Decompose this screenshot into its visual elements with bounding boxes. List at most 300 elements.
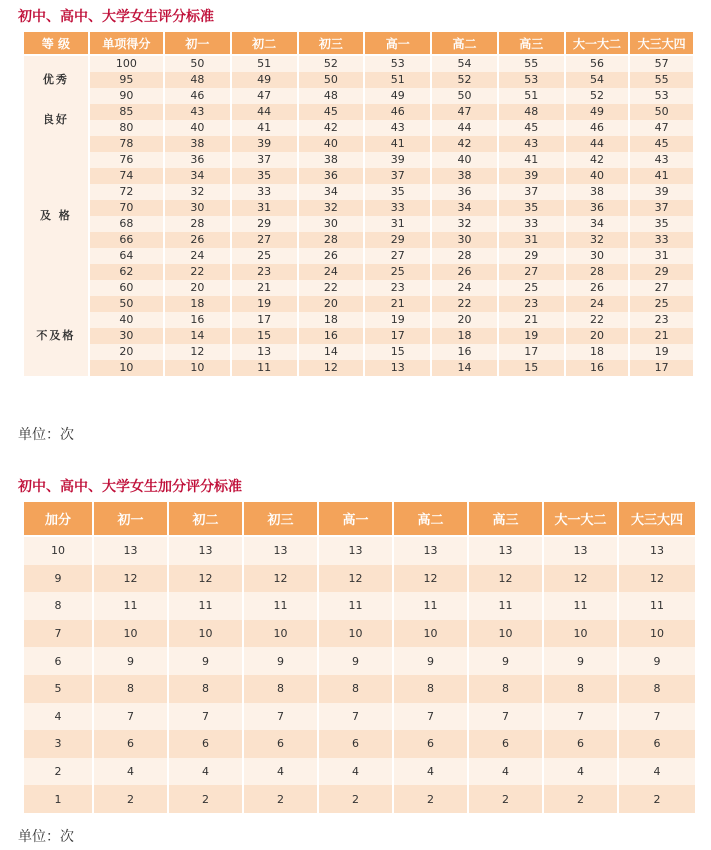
count-cell: 24 xyxy=(565,296,630,312)
table-row xyxy=(23,216,694,232)
count-cell: 40 xyxy=(565,168,630,184)
count-cell: 41 xyxy=(231,120,298,136)
count-cell: 49 xyxy=(565,104,630,120)
table-row xyxy=(23,280,694,296)
count-cell: 9 xyxy=(93,647,168,675)
count-cell: 4 xyxy=(543,758,618,786)
table-row xyxy=(23,328,694,344)
count-cell: 21 xyxy=(231,280,298,296)
count-cell: 39 xyxy=(629,184,694,200)
count-cell: 48 xyxy=(164,72,231,88)
count-cell: 23 xyxy=(231,264,298,280)
count-cell: 6 xyxy=(543,730,618,758)
count-cell: 32 xyxy=(431,216,498,232)
count-cell: 9 xyxy=(543,647,618,675)
count-cell: 30 xyxy=(431,232,498,248)
score-cell: 62 xyxy=(89,264,164,280)
count-cell: 33 xyxy=(498,216,565,232)
count-cell: 50 xyxy=(164,55,231,72)
count-cell: 20 xyxy=(565,328,630,344)
count-cell: 11 xyxy=(231,360,298,376)
count-cell: 34 xyxy=(164,168,231,184)
count-cell: 12 xyxy=(543,565,618,593)
count-cell: 22 xyxy=(431,296,498,312)
grade-label: 优秀 xyxy=(23,55,89,104)
count-cell: 17 xyxy=(364,328,431,344)
count-cell: 11 xyxy=(618,592,696,620)
count-cell: 8 xyxy=(93,675,168,703)
count-cell: 27 xyxy=(364,248,431,264)
count-cell: 10 xyxy=(543,620,618,648)
count-cell: 4 xyxy=(93,758,168,786)
count-cell: 19 xyxy=(231,296,298,312)
grade-label: 及 格 xyxy=(23,136,89,296)
count-cell: 10 xyxy=(93,620,168,648)
table-row xyxy=(23,312,694,328)
count-cell: 35 xyxy=(498,200,565,216)
count-cell: 56 xyxy=(565,55,630,72)
table-row xyxy=(23,675,696,703)
count-cell: 27 xyxy=(629,280,694,296)
count-cell: 6 xyxy=(393,730,468,758)
count-cell: 4 xyxy=(243,758,318,786)
bonus-table xyxy=(22,500,697,813)
count-cell: 37 xyxy=(364,168,431,184)
count-cell: 12 xyxy=(318,565,393,593)
count-cell: 11 xyxy=(168,592,243,620)
count-cell: 7 xyxy=(618,703,696,731)
count-cell: 31 xyxy=(231,200,298,216)
count-cell: 2 xyxy=(93,785,168,813)
header-gao3: 高三 xyxy=(468,501,543,536)
score-cell: 50 xyxy=(89,296,164,312)
count-cell: 34 xyxy=(565,216,630,232)
count-cell: 45 xyxy=(298,104,365,120)
header-grade: 等 级 xyxy=(23,31,89,55)
count-cell: 12 xyxy=(298,360,365,376)
score-cell: 85 xyxy=(89,104,164,120)
table-row xyxy=(23,152,694,168)
count-cell: 8 xyxy=(543,675,618,703)
header-gao2: 高二 xyxy=(431,31,498,55)
header-da34: 大三大四 xyxy=(618,501,696,536)
count-cell: 16 xyxy=(298,328,365,344)
count-cell: 38 xyxy=(298,152,365,168)
count-cell: 49 xyxy=(231,72,298,88)
count-cell: 4 xyxy=(618,758,696,786)
table-row xyxy=(23,72,694,88)
header-gao1: 高一 xyxy=(364,31,431,55)
table-row xyxy=(23,592,696,620)
count-cell: 47 xyxy=(431,104,498,120)
count-cell: 45 xyxy=(629,136,694,152)
bonus-cell: 10 xyxy=(23,536,93,565)
count-cell: 26 xyxy=(431,264,498,280)
count-cell: 53 xyxy=(364,55,431,72)
header-chu3: 初三 xyxy=(298,31,365,55)
count-cell: 53 xyxy=(498,72,565,88)
count-cell: 42 xyxy=(565,152,630,168)
count-cell: 37 xyxy=(231,152,298,168)
count-cell: 9 xyxy=(393,647,468,675)
table-row xyxy=(23,647,696,675)
count-cell: 12 xyxy=(468,565,543,593)
count-cell: 30 xyxy=(565,248,630,264)
count-cell: 34 xyxy=(298,184,365,200)
header-gao3: 高三 xyxy=(498,31,565,55)
count-cell: 10 xyxy=(618,620,696,648)
count-cell: 52 xyxy=(565,88,630,104)
count-cell: 35 xyxy=(231,168,298,184)
count-cell: 2 xyxy=(318,785,393,813)
table-row xyxy=(23,758,696,786)
count-cell: 52 xyxy=(431,72,498,88)
count-cell: 6 xyxy=(318,730,393,758)
count-cell: 2 xyxy=(168,785,243,813)
count-cell: 20 xyxy=(431,312,498,328)
count-cell: 13 xyxy=(393,536,468,565)
count-cell: 31 xyxy=(498,232,565,248)
count-cell: 11 xyxy=(543,592,618,620)
count-cell: 47 xyxy=(231,88,298,104)
count-cell: 4 xyxy=(168,758,243,786)
bonus-cell: 3 xyxy=(23,730,93,758)
count-cell: 32 xyxy=(565,232,630,248)
count-cell: 25 xyxy=(629,296,694,312)
header-da12: 大一大二 xyxy=(565,31,630,55)
count-cell: 9 xyxy=(318,647,393,675)
score-cell: 40 xyxy=(89,312,164,328)
count-cell: 39 xyxy=(231,136,298,152)
count-cell: 48 xyxy=(498,104,565,120)
score-cell: 70 xyxy=(89,200,164,216)
score-cell: 74 xyxy=(89,168,164,184)
table-row xyxy=(23,104,694,120)
count-cell: 33 xyxy=(364,200,431,216)
count-cell: 19 xyxy=(364,312,431,328)
count-cell: 11 xyxy=(93,592,168,620)
header-da12: 大一大二 xyxy=(543,501,618,536)
count-cell: 13 xyxy=(618,536,696,565)
scoring-table xyxy=(22,30,695,376)
count-cell: 17 xyxy=(231,312,298,328)
count-cell: 52 xyxy=(298,55,365,72)
count-cell: 10 xyxy=(164,360,231,376)
count-cell: 8 xyxy=(393,675,468,703)
count-cell: 24 xyxy=(298,264,365,280)
count-cell: 32 xyxy=(298,200,365,216)
header-bonus: 加分 xyxy=(23,501,93,536)
table-row xyxy=(23,296,694,312)
count-cell: 12 xyxy=(243,565,318,593)
count-cell: 41 xyxy=(629,168,694,184)
count-cell: 7 xyxy=(393,703,468,731)
count-cell: 14 xyxy=(164,328,231,344)
count-cell: 41 xyxy=(498,152,565,168)
count-cell: 13 xyxy=(318,536,393,565)
count-cell: 51 xyxy=(498,88,565,104)
count-cell: 39 xyxy=(498,168,565,184)
count-cell: 11 xyxy=(318,592,393,620)
count-cell: 46 xyxy=(565,120,630,136)
header-chu2: 初二 xyxy=(231,31,298,55)
table-row xyxy=(23,120,694,136)
count-cell: 35 xyxy=(629,216,694,232)
count-cell: 46 xyxy=(364,104,431,120)
count-cell: 8 xyxy=(168,675,243,703)
count-cell: 41 xyxy=(364,136,431,152)
grade-label: 不及格 xyxy=(23,296,89,376)
count-cell: 53 xyxy=(629,88,694,104)
count-cell: 40 xyxy=(431,152,498,168)
count-cell: 23 xyxy=(364,280,431,296)
count-cell: 23 xyxy=(629,312,694,328)
count-cell: 21 xyxy=(364,296,431,312)
count-cell: 10 xyxy=(468,620,543,648)
count-cell: 27 xyxy=(498,264,565,280)
count-cell: 8 xyxy=(318,675,393,703)
header-gao1: 高一 xyxy=(318,501,393,536)
header-chu1: 初一 xyxy=(93,501,168,536)
count-cell: 30 xyxy=(164,200,231,216)
bonus-cell: 5 xyxy=(23,675,93,703)
count-cell: 21 xyxy=(498,312,565,328)
count-cell: 14 xyxy=(298,344,365,360)
count-cell: 18 xyxy=(164,296,231,312)
count-cell: 46 xyxy=(164,88,231,104)
count-cell: 55 xyxy=(498,55,565,72)
count-cell: 43 xyxy=(498,136,565,152)
score-cell: 72 xyxy=(89,184,164,200)
count-cell: 22 xyxy=(164,264,231,280)
count-cell: 26 xyxy=(164,232,231,248)
table-row xyxy=(23,232,694,248)
count-cell: 33 xyxy=(231,184,298,200)
count-cell: 50 xyxy=(431,88,498,104)
count-cell: 25 xyxy=(498,280,565,296)
count-cell: 11 xyxy=(468,592,543,620)
bonus-table-title: 初中、高中、大学女生加分评分标准 xyxy=(18,479,242,495)
count-cell: 6 xyxy=(243,730,318,758)
score-cell: 80 xyxy=(89,120,164,136)
table-row xyxy=(23,184,694,200)
header-chu3: 初三 xyxy=(243,501,318,536)
count-cell: 13 xyxy=(231,344,298,360)
bonus-cell: 4 xyxy=(23,703,93,731)
count-cell: 29 xyxy=(498,248,565,264)
count-cell: 43 xyxy=(629,152,694,168)
count-cell: 4 xyxy=(468,758,543,786)
count-cell: 4 xyxy=(393,758,468,786)
count-cell: 34 xyxy=(431,200,498,216)
score-cell: 68 xyxy=(89,216,164,232)
count-cell: 54 xyxy=(565,72,630,88)
scoring-table-title: 初中、高中、大学女生评分标准 xyxy=(18,9,214,25)
count-cell: 7 xyxy=(468,703,543,731)
count-cell: 7 xyxy=(93,703,168,731)
count-cell: 2 xyxy=(618,785,696,813)
bonus-cell: 8 xyxy=(23,592,93,620)
table-row xyxy=(23,565,696,593)
count-cell: 29 xyxy=(364,232,431,248)
unit-note: 单位：次 xyxy=(18,427,74,443)
count-cell: 30 xyxy=(298,216,365,232)
count-cell: 44 xyxy=(231,104,298,120)
count-cell: 15 xyxy=(498,360,565,376)
count-cell: 51 xyxy=(231,55,298,72)
table-row xyxy=(23,88,694,104)
count-cell: 17 xyxy=(498,344,565,360)
count-cell: 47 xyxy=(629,120,694,136)
count-cell: 18 xyxy=(298,312,365,328)
count-cell: 31 xyxy=(364,216,431,232)
bonus-cell: 9 xyxy=(23,565,93,593)
count-cell: 15 xyxy=(364,344,431,360)
count-cell: 13 xyxy=(243,536,318,565)
count-cell: 24 xyxy=(164,248,231,264)
count-cell: 14 xyxy=(431,360,498,376)
count-cell: 12 xyxy=(393,565,468,593)
count-cell: 50 xyxy=(298,72,365,88)
count-cell: 29 xyxy=(231,216,298,232)
header-chu1: 初一 xyxy=(164,31,231,55)
count-cell: 19 xyxy=(498,328,565,344)
count-cell: 10 xyxy=(168,620,243,648)
score-cell: 64 xyxy=(89,248,164,264)
count-cell: 12 xyxy=(168,565,243,593)
score-cell: 20 xyxy=(89,344,164,360)
count-cell: 13 xyxy=(93,536,168,565)
header-chu2: 初二 xyxy=(168,501,243,536)
count-cell: 22 xyxy=(298,280,365,296)
count-cell: 6 xyxy=(93,730,168,758)
bonus-cell: 2 xyxy=(23,758,93,786)
score-cell: 66 xyxy=(89,232,164,248)
count-cell: 28 xyxy=(431,248,498,264)
count-cell: 17 xyxy=(629,360,694,376)
count-cell: 38 xyxy=(164,136,231,152)
count-cell: 42 xyxy=(298,120,365,136)
count-cell: 11 xyxy=(393,592,468,620)
count-cell: 7 xyxy=(243,703,318,731)
count-cell: 11 xyxy=(243,592,318,620)
count-cell: 37 xyxy=(498,184,565,200)
count-cell: 54 xyxy=(431,55,498,72)
count-cell: 28 xyxy=(298,232,365,248)
count-cell: 7 xyxy=(543,703,618,731)
score-cell: 90 xyxy=(89,88,164,104)
count-cell: 9 xyxy=(618,647,696,675)
count-cell: 16 xyxy=(565,360,630,376)
count-cell: 18 xyxy=(431,328,498,344)
table-row xyxy=(23,344,694,360)
bonus-cell: 7 xyxy=(23,620,93,648)
table-row xyxy=(23,620,696,648)
table-row xyxy=(23,264,694,280)
count-cell: 19 xyxy=(629,344,694,360)
count-cell: 36 xyxy=(298,168,365,184)
count-cell: 18 xyxy=(565,344,630,360)
table-row xyxy=(23,200,694,216)
count-cell: 20 xyxy=(164,280,231,296)
count-cell: 9 xyxy=(468,647,543,675)
count-cell: 48 xyxy=(298,88,365,104)
count-cell: 55 xyxy=(629,72,694,88)
count-cell: 28 xyxy=(164,216,231,232)
count-cell: 21 xyxy=(629,328,694,344)
score-cell: 95 xyxy=(89,72,164,88)
count-cell: 27 xyxy=(231,232,298,248)
score-cell: 76 xyxy=(89,152,164,168)
count-cell: 28 xyxy=(565,264,630,280)
count-cell: 38 xyxy=(431,168,498,184)
table-row xyxy=(23,785,696,813)
count-cell: 50 xyxy=(629,104,694,120)
count-cell: 9 xyxy=(168,647,243,675)
count-cell: 8 xyxy=(468,675,543,703)
score-cell: 30 xyxy=(89,328,164,344)
count-cell: 13 xyxy=(468,536,543,565)
count-cell: 25 xyxy=(364,264,431,280)
count-cell: 6 xyxy=(468,730,543,758)
bonus-cell: 1 xyxy=(23,785,93,813)
count-cell: 6 xyxy=(618,730,696,758)
count-cell: 40 xyxy=(164,120,231,136)
count-cell: 45 xyxy=(498,120,565,136)
count-cell: 26 xyxy=(298,248,365,264)
count-cell: 2 xyxy=(468,785,543,813)
table-row xyxy=(23,730,696,758)
count-cell: 2 xyxy=(393,785,468,813)
table-row xyxy=(23,248,694,264)
count-cell: 29 xyxy=(629,264,694,280)
count-cell: 13 xyxy=(364,360,431,376)
count-cell: 12 xyxy=(164,344,231,360)
bonus-cell: 6 xyxy=(23,647,93,675)
count-cell: 36 xyxy=(565,200,630,216)
count-cell: 7 xyxy=(318,703,393,731)
count-cell: 32 xyxy=(164,184,231,200)
count-cell: 8 xyxy=(618,675,696,703)
count-cell: 42 xyxy=(431,136,498,152)
count-cell: 12 xyxy=(618,565,696,593)
count-cell: 2 xyxy=(543,785,618,813)
count-cell: 49 xyxy=(364,88,431,104)
count-cell: 7 xyxy=(168,703,243,731)
count-cell: 38 xyxy=(565,184,630,200)
unit-note: 单位：次 xyxy=(18,829,74,845)
table-row xyxy=(23,536,696,565)
table-row xyxy=(23,168,694,184)
count-cell: 24 xyxy=(431,280,498,296)
count-cell: 35 xyxy=(364,184,431,200)
count-cell: 9 xyxy=(243,647,318,675)
count-cell: 37 xyxy=(629,200,694,216)
count-cell: 2 xyxy=(243,785,318,813)
header-da34: 大三大四 xyxy=(629,31,694,55)
count-cell: 51 xyxy=(364,72,431,88)
count-cell: 10 xyxy=(318,620,393,648)
count-cell: 10 xyxy=(243,620,318,648)
count-cell: 40 xyxy=(298,136,365,152)
count-cell: 15 xyxy=(231,328,298,344)
count-cell: 43 xyxy=(164,104,231,120)
count-cell: 25 xyxy=(231,248,298,264)
count-cell: 39 xyxy=(364,152,431,168)
count-cell: 6 xyxy=(168,730,243,758)
score-cell: 60 xyxy=(89,280,164,296)
count-cell: 13 xyxy=(168,536,243,565)
